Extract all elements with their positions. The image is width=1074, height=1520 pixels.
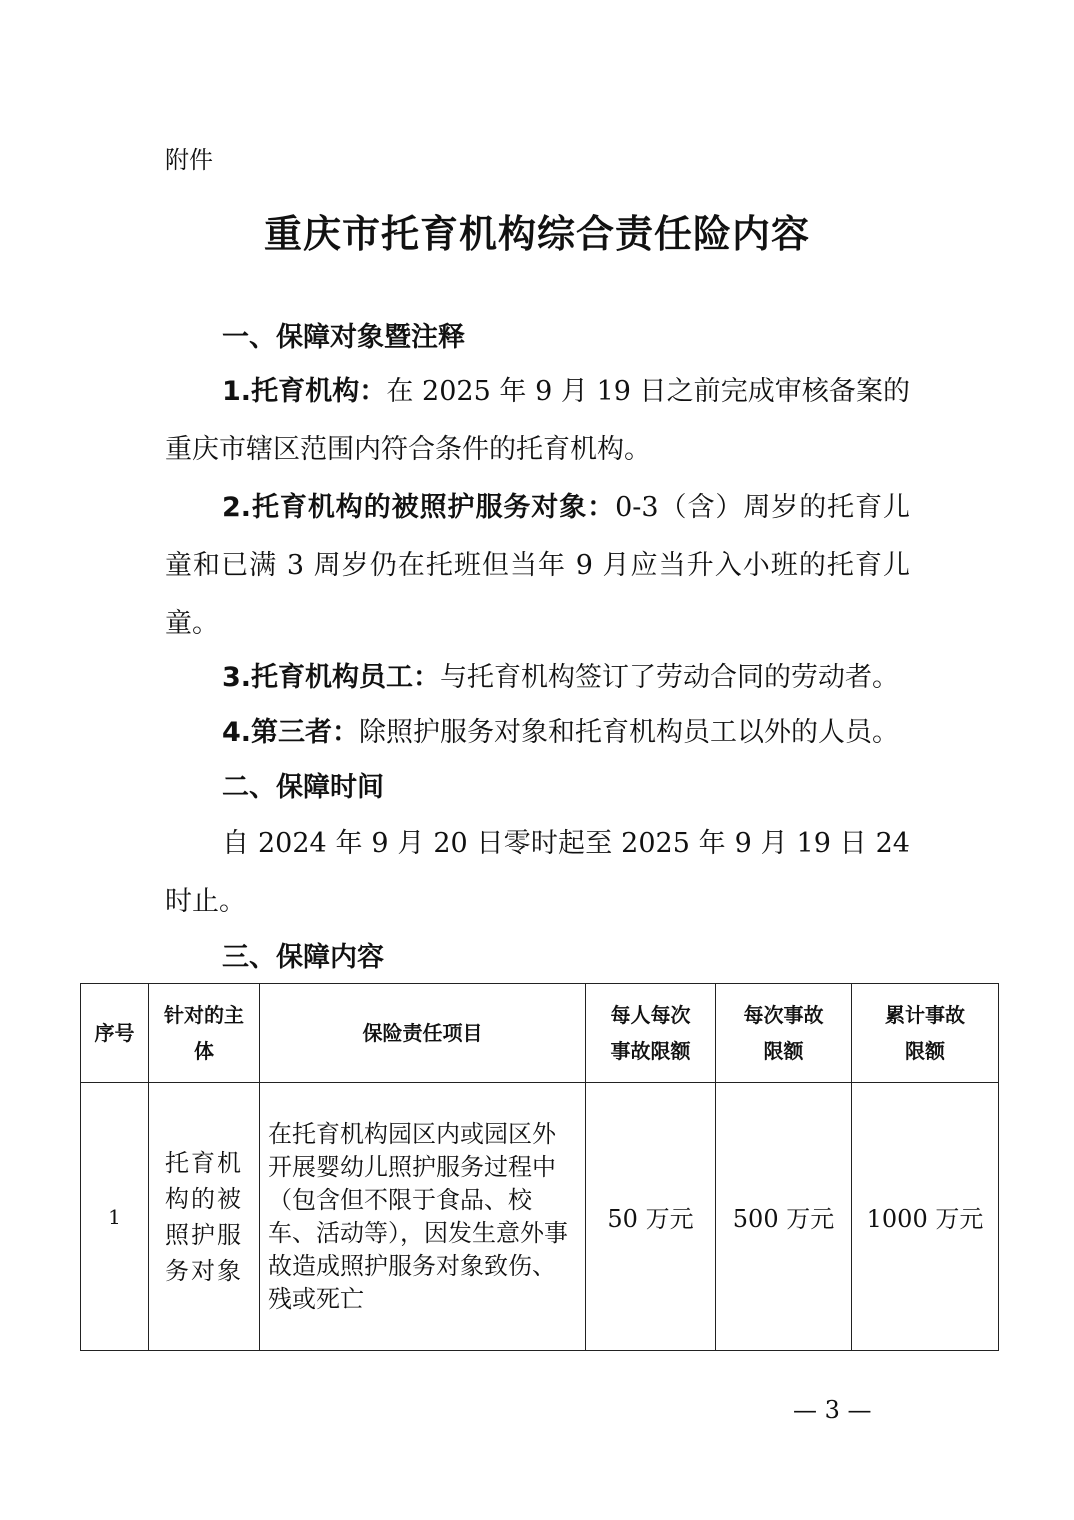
attachment-label: 附件: [165, 146, 213, 174]
definition-text: 除照护服务对象和托育机构员工以外的人员。: [359, 717, 900, 748]
cell-per-accident: 500 万元: [716, 1083, 852, 1351]
definition-2: [165, 479, 910, 653]
definition-3: [165, 649, 910, 707]
header-item: 保险责任项目: [260, 984, 586, 1083]
cell-item: 在托育机构园区内或园区外开展婴幼儿照护服务过程中（包含但不限于食品、校车、活动等），因发生意外事故造成照护服务对象致伤、残或死亡: [260, 1083, 586, 1351]
section-heading-period: 二、保障时间: [222, 772, 384, 803]
definition-term: 1.托育机构：: [222, 376, 387, 407]
definition-term: 3.托育机构员工：: [222, 662, 441, 693]
section-heading-content: 三、保障内容: [222, 942, 384, 973]
definition-term: 4.第三者：: [222, 717, 360, 748]
definition-text: 0-3（含）周岁的托育儿童和已满 3 周岁仍在托班但当年 9 月应当升入小班的托育儿童。: [165, 492, 911, 639]
table-header-row: [81, 984, 999, 1083]
header-per-accident: 每次事故限额: [716, 984, 852, 1083]
cell-cumulative: 1000 万元: [852, 1083, 999, 1351]
header-per-person: 每人每次事故限额: [586, 984, 716, 1083]
definition-text: 在 2025 年 9 月 19 日之前完成审核备案的重庆市辖区范围内符合条件的托育机构。: [165, 376, 911, 465]
header-no: 序号: [81, 984, 149, 1083]
header-cumulative: 累计事故限额: [852, 984, 999, 1083]
page-number: — 3 —: [793, 1396, 872, 1424]
cell-no: 1: [81, 1083, 149, 1351]
definition-4: [165, 704, 910, 762]
table-row: [81, 1083, 999, 1351]
definition-1: [165, 363, 910, 479]
coverage-table: [80, 983, 999, 1351]
definition-text: 与托育机构签订了劳动合同的劳动者。: [440, 662, 900, 693]
cell-subject: 托育机构的被照护服务对象: [149, 1083, 260, 1351]
coverage-period: 自 2024 年 9 月 20 日零时起至 2025 年 9 月 19 日 24 时止。: [165, 828, 910, 917]
section-heading-coverage-objects: 一、保障对象暨注释: [222, 322, 465, 353]
document-title: 重庆市托育机构综合责任险内容: [263, 212, 810, 256]
cell-per-person: 50 万元: [586, 1083, 716, 1351]
header-subject: 针对的主体: [149, 984, 260, 1083]
definition-term: 2.托育机构的被照护服务对象：: [222, 492, 616, 523]
